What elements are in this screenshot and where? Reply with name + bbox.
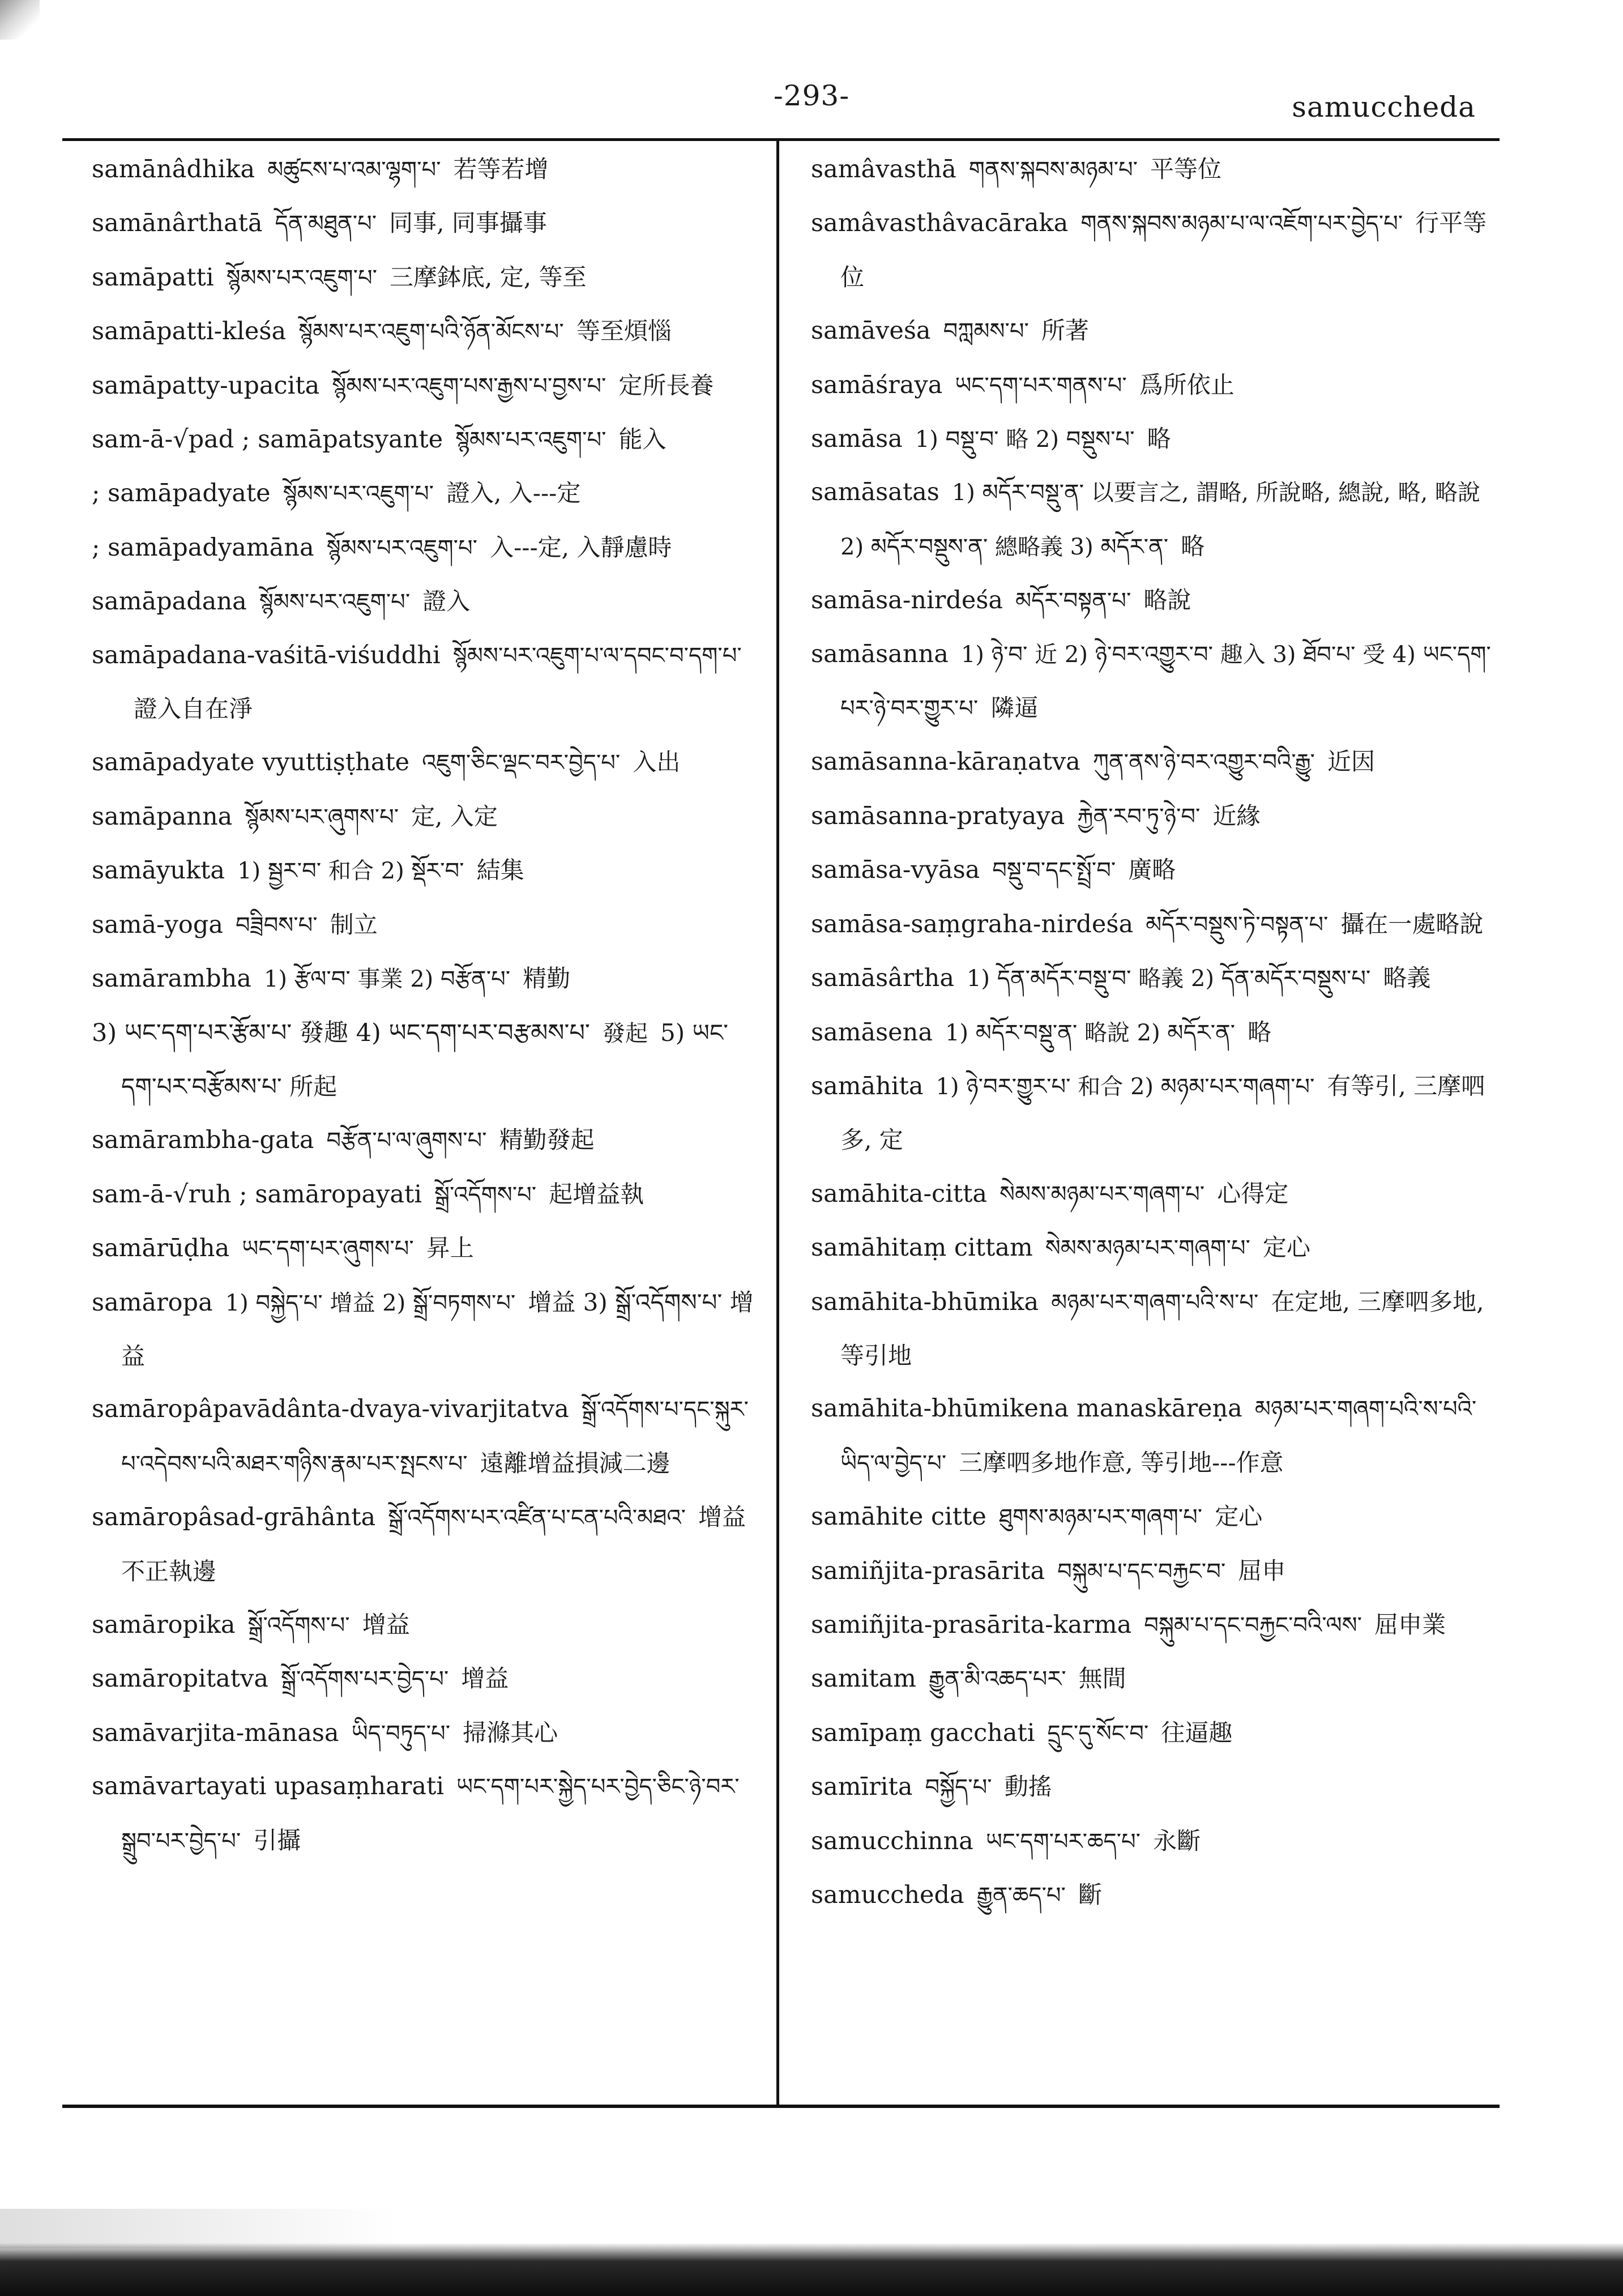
- headword: samāyukta: [92, 856, 225, 885]
- tibetan-equivalent: སྒྲོ་འདོགས་པར་བྱེད་པ་: [280, 1666, 449, 1693]
- left-column: [92, 143, 754, 1868]
- dictionary-entry: [92, 736, 754, 789]
- tibetan-equivalent: དོན་མཐུན་པ་: [275, 211, 377, 237]
- headword: samāropa: [92, 1288, 213, 1317]
- chinese-equivalent: 平等位: [1150, 155, 1222, 183]
- tibetan-equivalent: ཐུགས་མཉམ་པར་གཞག་པ་: [998, 1504, 1203, 1531]
- dictionary-entry: [811, 1706, 1496, 1760]
- dictionary-entry: [92, 898, 754, 952]
- chinese-equivalent: 遠離增益損減二邊: [480, 1449, 670, 1477]
- chinese-equivalent: 增益: [362, 1610, 410, 1638]
- dictionary-entry: [811, 1060, 1496, 1167]
- tibetan-equivalent: ཀུན་ནས་ཉེ་བར་འགྱུར་བའི་རྒྱུ་: [1092, 749, 1315, 776]
- dictionary-entry: [92, 467, 754, 520]
- dictionary-entry: [92, 1006, 754, 1114]
- footer-rule: [62, 2105, 1500, 2108]
- tibetan-equivalent: སྙོམས་པར་འཇུག་པ་: [283, 481, 434, 507]
- tibetan-equivalent: སེམས་མཉམ་པར་གཞག་པ་: [1045, 1235, 1250, 1262]
- tibetan-equivalent: སྙོམས་པར་འཇུག་པ་: [455, 427, 607, 454]
- headword: samāvartayati upasaṃharati: [92, 1772, 445, 1801]
- dictionary-entry: [811, 143, 1496, 197]
- headword: samāpatti: [92, 263, 214, 292]
- chinese-equivalent: 動搖: [1004, 1773, 1052, 1801]
- headword: samāhite citte: [811, 1503, 986, 1531]
- headword: samāpadyate vyuttiṣṭhate: [92, 748, 410, 777]
- tibetan-equivalent: 1) ཉེ་བ་ 近 2) ཉེ་བར་འགྱུར་བ་ 趣入 3) ཐོབ་པ་ 受 4) ཡང་དག་པར་ཉེ་བར་གྱུར་པ་: [840, 641, 1491, 722]
- tibetan-equivalent: མཉམ་པར་གཞག་པའི་ས་པའི་ཡིད་ལ་བྱེད་པ་: [840, 1396, 1477, 1476]
- dictionary-entry: [811, 1167, 1496, 1221]
- tibetan-equivalent: སྙོམས་པར་འཇུག་པ་: [326, 535, 478, 561]
- headword: samāpadana-vaśitā-viśuddhi: [92, 641, 441, 669]
- dictionary-entry: [811, 789, 1496, 843]
- dictionary-entry: [811, 574, 1496, 628]
- page-number: -293-: [773, 79, 850, 112]
- dictionary-entry: [811, 843, 1496, 897]
- tibetan-equivalent: བསྐྱོད་པ་: [925, 1774, 992, 1801]
- column-divider: [776, 139, 779, 2107]
- tibetan-equivalent: 發起: [602, 1020, 648, 1047]
- headword: samāropitatva: [92, 1665, 268, 1693]
- tibetan-equivalent: བཀླམས་པ་: [943, 318, 1029, 345]
- chinese-equivalent: 掃滌其心: [463, 1718, 558, 1747]
- tibetan-equivalent: བཟྲིབས་པ་: [236, 912, 318, 938]
- headword: samāsa-nirdeśa: [811, 586, 1003, 615]
- dictionary-entry: [92, 1760, 754, 1868]
- tibetan-equivalent: ཡང་དག་པར་ཆད་པ་: [985, 1828, 1141, 1855]
- headword: ; samāpadyamāna: [92, 533, 314, 562]
- chinese-equivalent: 昇上: [426, 1234, 474, 1262]
- tibetan-equivalent: མདོར་བསྡུས་ཏེ་བསྟན་པ་: [1146, 911, 1329, 938]
- scan-bottom-edge: [0, 2243, 1623, 2296]
- chinese-equivalent: 引攝: [253, 1826, 301, 1854]
- headword: sam-ā-√pad ; samāpatsyante: [92, 425, 443, 454]
- right-column: [811, 143, 1496, 1922]
- dictionary-entry: [811, 466, 1496, 574]
- dictionary-entry: [92, 1276, 754, 1384]
- tibetan-equivalent: མཉམ་པར་གཞག་པའི་ས་པ་: [1051, 1289, 1259, 1316]
- dictionary-entry: [92, 1383, 754, 1491]
- chinese-equivalent: 精勤發起: [499, 1126, 595, 1154]
- chinese-equivalent: 攝在一處略說: [1340, 910, 1484, 938]
- chinese-equivalent: 證入: [422, 587, 471, 616]
- headword: samāropika: [92, 1610, 236, 1639]
- chinese-equivalent: 制立: [330, 910, 378, 938]
- dictionary-entry: [92, 251, 754, 305]
- tibetan-equivalent: 1) ཉེ་བར་གྱུར་པ་ 和合 2) མཉམ་པར་གཞག་པ་: [936, 1073, 1315, 1100]
- header-rule: [62, 138, 1500, 141]
- tibetan-equivalent: སྒྲོ་འདོགས་པ་: [434, 1181, 537, 1208]
- headword: samāhita-bhūmika: [811, 1287, 1039, 1316]
- chinese-equivalent: 5) ཡང་དག་པར་བརྩོམས་པ་ 所起: [121, 1018, 728, 1100]
- headword: samāhita: [811, 1072, 924, 1100]
- dictionary-entry: [811, 1275, 1496, 1383]
- dictionary-entry: [92, 952, 754, 1006]
- headword: samāhita-bhūmikena manaskāreṇa: [811, 1394, 1242, 1423]
- tibetan-equivalent: གནས་སྐབས་མཉམ་པ་ལ་འཇོག་པར་བྱེད་པ་: [1080, 211, 1403, 237]
- tibetan-equivalent: བརྩོན་པ་ལ་ཞུགས་པ་: [326, 1128, 487, 1154]
- tibetan-equivalent: ཡང་དག་པར་ཞུགས་པ་: [242, 1236, 414, 1262]
- tibetan-equivalent: བསྡུ་བ་དང་སྤྲོ་བ་: [992, 857, 1116, 884]
- tibetan-equivalent: སྙོམས་པར་འཇུག་པ་ལ་དབང་བ་དག་པ་: [452, 642, 742, 669]
- dictionary-entry: [811, 1868, 1496, 1922]
- headword: samāsârtha: [811, 964, 954, 993]
- dictionary-entry: [92, 1222, 754, 1275]
- chinese-equivalent: 等至煩惱: [576, 317, 672, 345]
- dictionary-entry: [811, 628, 1496, 736]
- headword: samiñjita-prasārita-karma: [811, 1610, 1132, 1639]
- headword: samāhitaṃ cittam: [811, 1234, 1033, 1262]
- headword: samārambha-gata: [92, 1126, 314, 1155]
- dictionary-entry: [92, 844, 754, 898]
- chinese-equivalent: 近緣: [1212, 801, 1261, 830]
- headword: samāpatty-upacita: [92, 371, 320, 400]
- chinese-equivalent: 增益: [461, 1665, 509, 1693]
- headword: samāsanna-pratyaya: [811, 801, 1065, 830]
- dictionary-entry: [92, 143, 754, 197]
- chinese-equivalent: 隣逼: [990, 694, 1039, 722]
- dictionary-entry: [811, 1006, 1496, 1060]
- chinese-equivalent: 屈申業: [1374, 1610, 1446, 1638]
- dictionary-entry: [92, 1113, 754, 1167]
- chinese-equivalent: 入出: [633, 748, 681, 776]
- headword: samārambha: [92, 965, 251, 993]
- headword: samāpatti-kleśa: [92, 317, 287, 346]
- chinese-equivalent: 往逼趣: [1161, 1718, 1233, 1747]
- dictionary-entry: [811, 1598, 1496, 1652]
- headword: samāsanna-kāraṇatva: [811, 748, 1080, 776]
- dictionary-entry: [811, 951, 1496, 1005]
- tibetan-equivalent: སྙོམས་པར་འཇུག་པ་: [259, 589, 411, 616]
- headword: samitam: [811, 1665, 916, 1693]
- chinese-equivalent: 增益 3) སྒྲོ་འདོགས་པ་ 增益: [121, 1288, 754, 1370]
- chinese-equivalent: 定心: [1262, 1234, 1310, 1262]
- dictionary-entry: [92, 305, 754, 359]
- chinese-equivalent: 若等若增: [453, 155, 549, 183]
- dictionary-entry: [811, 197, 1496, 304]
- headword: samāropâsad-grāhânta: [92, 1503, 376, 1532]
- tibetan-equivalent: ཡང་དག་པར་གནས་པ་: [955, 372, 1127, 399]
- chinese-equivalent: 爲所依止: [1139, 370, 1235, 399]
- tibetan-equivalent: 1) དོན་མདོར་བསྡུ་བ་ 略義 2) དོན་མདོར་བསྡུས་པ་: [966, 966, 1371, 992]
- chinese-equivalent: 證入, 入---定: [446, 479, 581, 507]
- headword: samucchinna: [811, 1826, 973, 1855]
- tibetan-equivalent: 1) མདོར་བསྡུ་ན་ 以要言之, 謂略, 所說略, 總說, 略, 略說 2) མདོར་བསྡུས་ན་ 總略義 3) མདོར་ན་: [840, 480, 1480, 560]
- headword: samāropâpavādânta-dvaya-vivarjitatva: [92, 1395, 569, 1424]
- tibetan-equivalent: བསྐུམ་པ་དང་བརྐྱང་བ་: [1057, 1558, 1226, 1585]
- tibetan-equivalent: རྒྱུན་ཆད་པ་: [976, 1883, 1066, 1909]
- tibetan-equivalent: སྒྲོ་འདོགས་པ་དང་སྐུར་པ་འདེབས་པའི་མཐར་གཉིས་རྣམ་པར་སྤངས་པ་: [121, 1397, 749, 1477]
- headword: samāhita-citta: [811, 1179, 988, 1208]
- dictionary-entry: [811, 304, 1496, 358]
- chinese-equivalent: 定, 入定: [411, 802, 498, 830]
- chinese-equivalent: 在定地, 三摩呬多地, 等引地: [840, 1287, 1484, 1369]
- chinese-equivalent: 略: [1181, 532, 1205, 560]
- chinese-equivalent: 精勤: [523, 965, 571, 993]
- tibetan-equivalent: དྲུང་དུ་སོང་བ་: [1047, 1720, 1149, 1747]
- headword: samiñjita-prasārita: [811, 1556, 1045, 1585]
- chinese-equivalent: 三摩鉢底, 定, 等至: [390, 263, 587, 291]
- headword: samānârthatā: [92, 209, 263, 238]
- scan-edge-shadow: [0, 0, 40, 40]
- dictionary-entry: [811, 412, 1496, 466]
- dictionary-entry: [811, 1760, 1496, 1814]
- dictionary-entry: [92, 1168, 754, 1222]
- headword: samīrita: [811, 1773, 913, 1802]
- tibetan-equivalent: རྐྱེན་རབ་ཏུ་ཉེ་བ་: [1077, 803, 1201, 830]
- chinese-equivalent: 心得定: [1217, 1179, 1289, 1207]
- headword: samâvasthā: [811, 155, 956, 183]
- dictionary-entry: [92, 521, 754, 575]
- tibetan-equivalent: 1) རྩོལ་བ་ 事業 2) བརྩོན་པ་: [263, 966, 511, 993]
- dictionary-entry: [811, 898, 1496, 951]
- headword: samāveśa: [811, 317, 931, 345]
- dictionary-entry: [92, 1598, 754, 1652]
- chinese-equivalent: 起增益執: [549, 1180, 644, 1208]
- tibetan-equivalent: སེམས་མཉམ་པར་གཞག་པ་: [1000, 1181, 1205, 1207]
- tibetan-equivalent: 1) བསྐྱེད་པ་ 增益 2) སྒྲོ་བཏགས་པ་: [225, 1290, 516, 1316]
- tibetan-equivalent: མཚུངས་པ་འམ་ལྷག་པ་: [267, 157, 441, 183]
- headword: samārūḍha: [92, 1234, 230, 1263]
- headword: samāśraya: [811, 370, 943, 399]
- dictionary-entry: [811, 1490, 1496, 1544]
- tibetan-equivalent: 1) སྦྱར་བ་ 和合 2) སྡོར་བ་: [237, 858, 464, 885]
- tibetan-equivalent: སྒྲོ་འདོགས་པར་འཛིན་པ་ངན་པའི་མཐའ་: [388, 1505, 686, 1531]
- tibetan-equivalent: གནས་སྐབས་མཉམ་པ་: [968, 157, 1138, 183]
- headword: samāsa: [811, 425, 903, 454]
- chinese-equivalent: 定所長養: [618, 371, 714, 399]
- headword: samâvasthâvacāraka: [811, 209, 1069, 238]
- headword: samuccheda: [811, 1881, 964, 1909]
- headword: sam-ā-√ruh ; samāropayati: [92, 1180, 422, 1209]
- chinese-equivalent: 略: [1248, 1018, 1272, 1046]
- headword: samāsa-saṃgraha-nirdeśa: [811, 910, 1134, 938]
- headword: samā-yoga: [92, 910, 223, 939]
- chinese-equivalent: 所著: [1041, 317, 1089, 345]
- headword: samīpaṃ gacchati: [811, 1718, 1035, 1747]
- tibetan-equivalent: འཇུག་ཅིང་ལྡང་བར་བྱེད་པ་: [422, 750, 621, 776]
- headword: samāpanna: [92, 802, 233, 831]
- headword: samāsatas: [811, 478, 939, 507]
- dictionary-entry: [811, 1221, 1496, 1275]
- chinese-equivalent: 行平等位: [840, 209, 1487, 291]
- dictionary-entry: [92, 1706, 754, 1760]
- chinese-equivalent: 結集: [476, 856, 524, 885]
- dictionary-entry: [811, 1544, 1496, 1598]
- dictionary-entry: [92, 197, 754, 250]
- tibetan-equivalent: སྙོམས་པར་འཇུག་པའི་ཉོན་མོངས་པ་: [298, 319, 564, 345]
- chinese-equivalent: 無間: [1078, 1665, 1126, 1693]
- dictionary-entry: [811, 1382, 1496, 1490]
- dictionary-entry: [92, 1491, 754, 1598]
- headword: samāsa-vyāsa: [811, 856, 980, 885]
- tibetan-equivalent: རྒྱུན་མི་འཆད་པར་: [928, 1666, 1066, 1693]
- headword: samāvarjita-mānasa: [92, 1718, 339, 1747]
- chinese-equivalent: 入---定, 入靜慮時: [490, 533, 672, 561]
- chinese-equivalent: 定心: [1215, 1503, 1263, 1531]
- chinese-equivalent: 斷: [1078, 1881, 1102, 1909]
- chinese-equivalent: 略: [1147, 425, 1171, 453]
- dictionary-entry: [92, 413, 754, 467]
- dictionary-entry: [92, 1652, 754, 1706]
- chinese-equivalent: 三摩呬多地作意, 等引地---作意: [959, 1448, 1284, 1476]
- chinese-equivalent: 永斷: [1153, 1826, 1201, 1855]
- chinese-equivalent: 屈申: [1238, 1556, 1286, 1585]
- dictionary-entry: [811, 1652, 1496, 1706]
- chinese-equivalent: 同事, 同事攝事: [389, 209, 547, 237]
- tibetan-equivalent: མདོར་བསྟན་པ་: [1015, 588, 1131, 614]
- dictionary-entry: [92, 575, 754, 629]
- chinese-equivalent: 廣略: [1128, 856, 1176, 884]
- headword: ; samāpadyate: [92, 479, 271, 508]
- tibetan-equivalent: 1) མདོར་བསྡུ་ན་ 略說 2) མདོར་ན་: [945, 1019, 1236, 1046]
- tibetan-equivalent: སྙོམས་པར་འཇུག་པས་རྒྱས་པ་བྱས་པ་: [332, 373, 607, 399]
- running-head: samuccheda: [1292, 91, 1476, 123]
- tibetan-equivalent: སྙོམས་པར་ཞུགས་པ་: [245, 804, 399, 830]
- chinese-equivalent: 略說: [1143, 586, 1191, 614]
- headword: samāpadana: [92, 587, 247, 616]
- headword: samāsanna: [811, 639, 949, 668]
- headword: samānâdhika: [92, 155, 255, 183]
- dictionary-entry: [811, 735, 1496, 789]
- chinese-equivalent: 有等引, 三摩呬多, 定: [840, 1072, 1485, 1154]
- chinese-equivalent: 增益不正執邊: [121, 1503, 746, 1585]
- dictionary-entry: [92, 790, 754, 844]
- dictionary-entry: [92, 629, 754, 736]
- chinese-equivalent: 證入自在淨: [134, 695, 253, 723]
- tibetan-equivalent: 1) བསྡུ་བ་ 略 2) བསྡུས་པ་: [915, 426, 1135, 453]
- tibetan-equivalent: ཡང་དག་པར་སྐྱེད་པར་བྱེད་ཅིང་ཉེ་བར་སྒྲུབ་པར་བྱེད་པ་: [121, 1774, 740, 1854]
- dictionary-entry: [92, 359, 754, 413]
- tibetan-equivalent: བསྐུམ་པ་དང་བརྐྱང་བའི་ལས་: [1144, 1612, 1363, 1638]
- chinese-equivalent: 略義: [1383, 964, 1431, 992]
- tibetan-equivalent: སྒྲོ་འདོགས་པ་: [247, 1612, 350, 1638]
- dictionary-entry: [811, 359, 1496, 412]
- headword: samāsena: [811, 1018, 933, 1047]
- headword: 3) ཡང་དག་པར་རྩོམ་པ་ 發趣 4) ཡང་དག་པར་བརྩམས་པ་: [92, 1018, 590, 1047]
- chinese-equivalent: 能入: [618, 425, 667, 454]
- tibetan-equivalent: སྙོམས་པར་འཇུག་པ་: [226, 264, 378, 291]
- dictionary-entry: [811, 1815, 1496, 1868]
- chinese-equivalent: 近因: [1327, 748, 1375, 776]
- tibetan-equivalent: ཡིད་བཏུད་པ་: [351, 1720, 451, 1747]
